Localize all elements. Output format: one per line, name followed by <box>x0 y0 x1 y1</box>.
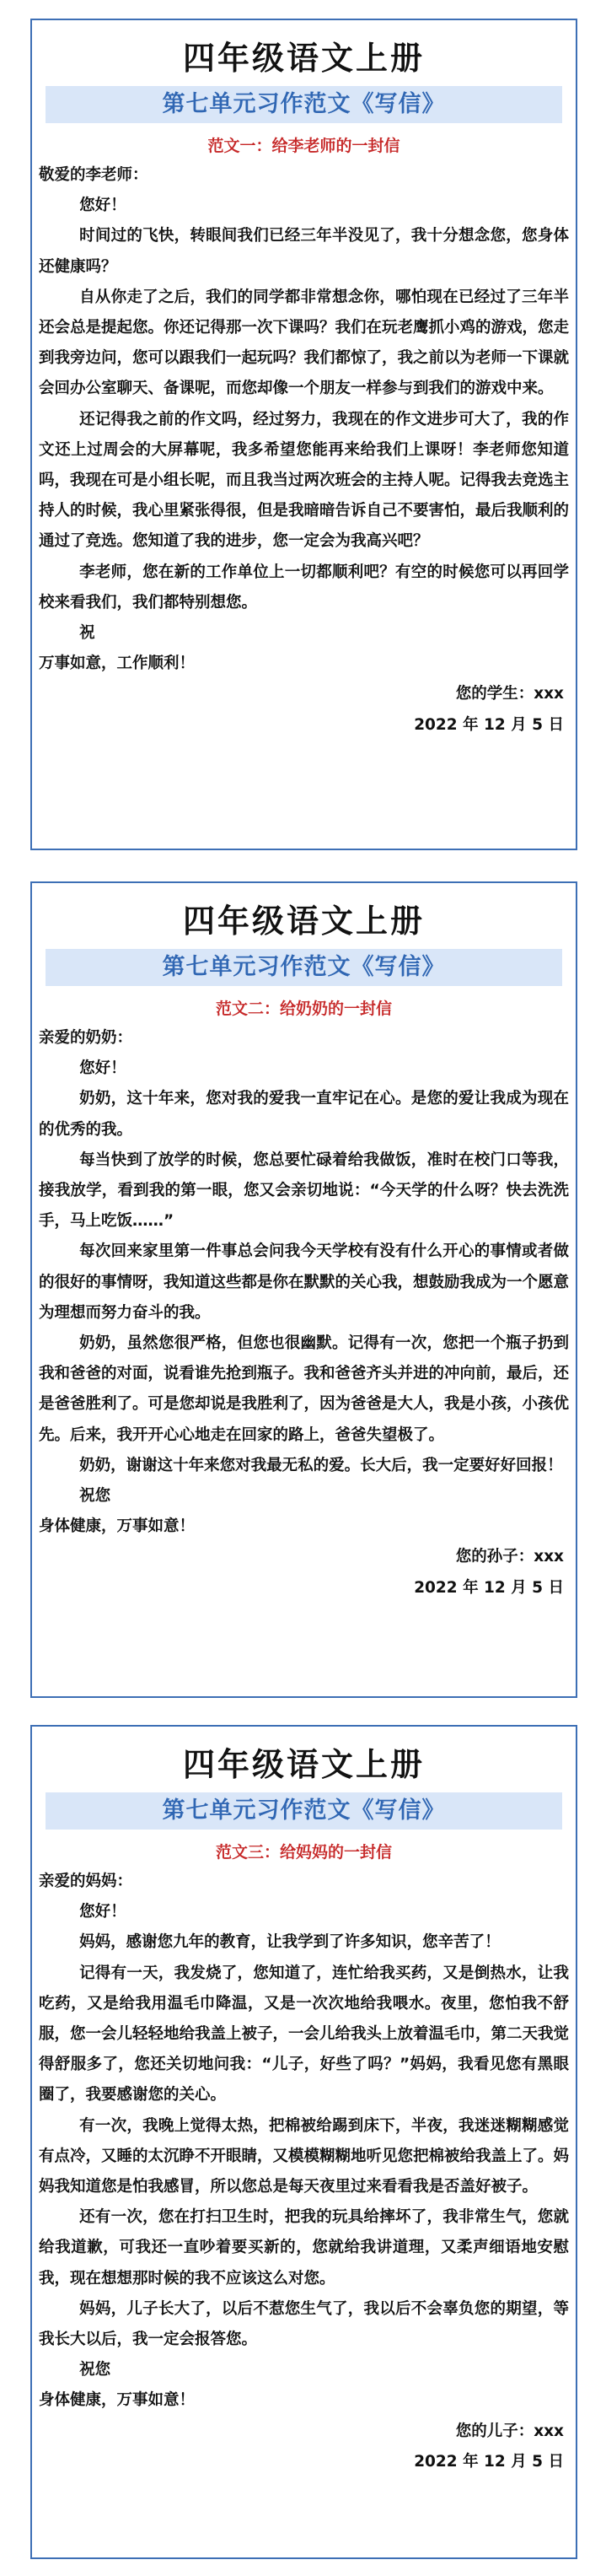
unit-title-banner: 第七单元习作范文《写信》 <box>46 1792 562 1830</box>
sample-label: 范文二：给奶奶的一封信 <box>215 1000 392 1018</box>
letter-paragraph: 每次回来家里第一件事总会问我今天学校有没有什么开心的事情或者做的很好的事情呀，我知道这些都是你在默默的关心我，想鼓励我成为一个愿意为理想而努力奋斗的我。 <box>39 1242 570 1322</box>
letter-paragraph: 妈妈，儿子长大了，以后不惹您生气了，我以后不会辜负您的期望，等我长大以后，我一定会报答您。 <box>39 2299 569 2349</box>
signature: 您的孙子：xxx <box>455 1548 564 1566</box>
doc-title: 四年级语文上册 <box>182 902 425 940</box>
unit-title-banner: 第七单元习作范文《写信》 <box>46 86 562 123</box>
sample-label: 范文三：给妈妈的一封信 <box>215 1843 392 1862</box>
letter-paragraph: 奶奶，虽然您很严格，但您也很幽默。记得有一次，您把一个瓶子扔到我和爸爸的对面，说看谁先抢到瓶子。我和爸爸齐头并进的冲向前，最后，还是爸爸胜利了。可是您却说是我胜利了，因为爸爸是大人，我是小孩，小孩优先。后来，我开开心心地走在回家的路上，爸爸失望极了。 <box>39 1334 570 1444</box>
greeting: 您好！ <box>79 1903 126 1921</box>
letter-paragraph: 记得有一天，我发烧了，您知道了，连忙给我买药，又是倒热水，让我吃药，又是给我用温毛巾降温，又是一次次地给我喂水。夜里，您怕我不舒服，您一会儿轻轻地给我盖上被子，一会儿给我头上放着温毛巾，第二天我觉得舒服多了，您还关切地问我：“儿子，好些了吗？”妈妈，我看见您有黑眼圈了，我要感谢您的关心。 <box>39 1964 570 2104</box>
letter-paragraph: 自从你走了之后，我们的同学都非常想念你，哪怕现在已经过了三年半还会总是提起您。你还记得那一次下课吗？我们在玩老鹰抓小鸡的游戏，您走到我旁边问，您可以跟我们一起玩吗？我们都惊了，我之前以为老师一下课就会回办公室聊天、备课呢，而您却像一个朋友一样参与到我们的游戏中来。 <box>39 288 570 398</box>
date: 2022 年 12 月 5 日 <box>414 1578 564 1597</box>
wish: 万事如意，工作顺利！ <box>39 655 196 673</box>
signature: 您的儿子：xxx <box>455 2422 564 2440</box>
unit-title-banner: 第七单元习作范文《写信》 <box>46 949 562 986</box>
salutation: 亲爱的妈妈： <box>39 1873 133 1890</box>
sample-label: 范文一：给李老师的一封信 <box>207 137 400 155</box>
letter-paragraph: 时间过的飞快，转眼间我们已经三年半没见了，我十分想念您，您身体还健康吗？ <box>39 227 569 276</box>
date: 2022 年 12 月 5 日 <box>414 715 564 734</box>
salutation: 亲爱的奶奶： <box>39 1029 133 1047</box>
wish: 身体健康，万事如意！ <box>39 1517 196 1536</box>
letter-page-2 <box>30 881 577 1698</box>
letter-paragraph: 有一次，我晚上觉得太热，把棉被给踢到床下，半夜，我迷迷糊糊感觉有点冷，又睡的太沉睁不开眼睛，又模模糊糊地听见您把棉被给我盖上了。妈妈我知道您是怕我感冒，所以您总是每天夜里过来看看我是否盖好被子。 <box>39 2116 570 2196</box>
closing: 祝 <box>79 624 95 643</box>
wish: 身体健康，万事如意！ <box>39 2391 196 2410</box>
doc-title: 四年级语文上册 <box>182 1745 425 1783</box>
letter-paragraph: 奶奶，这十年来，您对我的爱我一直牢记在心。是您的爱让我成为现在的优秀的我。 <box>39 1090 569 1139</box>
letter-paragraph: 还有一次，您在打扫卫生时，把我的玩具给摔坏了，我非常生气，您就给我道歉，可我还一直吵着要买新的，您就给我讲道理，又柔声细语地安慰我，现在想想那时候的我不应该这么对您。 <box>39 2208 569 2288</box>
letter-paragraph: 妈妈，感谢您九年的教育，让我学到了许多知识，您辛苦了！ <box>79 1933 501 1952</box>
letter-paragraph: 还记得我之前的作文吗，经过努力，我现在的作文进步可大了，我的作文还上过周会的大屏幕呢，我多希望您能再来给我们上课呀！李老师您知道吗，我现在可是小组长呢，而且我当过两次班会的主持人呢。记得我去竞选主持人的时候，我心里紧张得很，但是我暗暗告诉自己不要害怕，最后我顺利的通过了竞选。您知道了我的进步，您一定会为我高兴吧？ <box>39 410 570 551</box>
signature: 您的学生：xxx <box>455 685 564 703</box>
date: 2022 年 12 月 5 日 <box>414 2452 564 2471</box>
greeting: 您好！ <box>79 1059 126 1078</box>
letter-paragraph: 奶奶，谢谢这十年来您对我最无私的爱。长大后，我一定要好好回报！ <box>79 1456 563 1474</box>
salutation: 敬爱的李老师： <box>39 166 148 184</box>
letter-paragraph: 李老师，您在新的工作单位上一切都顺利吧？有空的时候您可以再回学校来看我们，我们都特别想您。 <box>39 563 569 612</box>
letter-page-1 <box>30 19 577 850</box>
closing: 祝您 <box>79 1487 111 1506</box>
letter-paragraph: 每当快到了放学的时候，您总要忙碌着给我做饭，准时在校门口等我，接我放学，看到我的第一眼，您又会亲切地说：“今天学的什么呀？快去洗洗手，马上吃饭……” <box>39 1151 569 1231</box>
doc-title: 四年级语文上册 <box>182 39 425 77</box>
greeting: 您好！ <box>79 197 126 215</box>
letter-page-3 <box>30 1725 577 2559</box>
closing: 祝您 <box>79 2361 111 2379</box>
